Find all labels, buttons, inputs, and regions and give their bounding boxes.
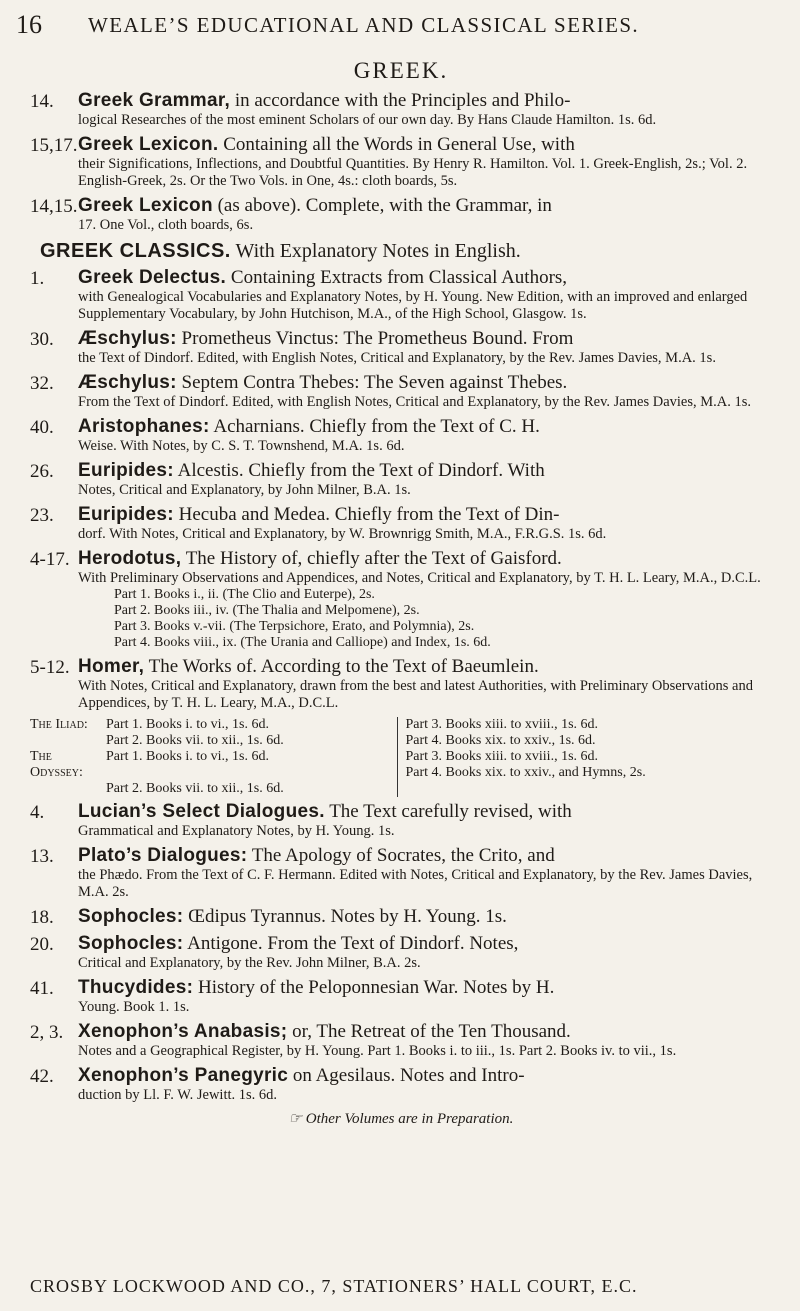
homer-row	[30, 733, 397, 749]
catalog-entry	[30, 933, 772, 972]
homer-row-label: The Odyssey:	[30, 749, 83, 780]
entry-part: Part 3. Books v.-vii. (The Terpsichore, Erato, and Polymnia), 2s.	[114, 619, 475, 634]
catalog-entry	[30, 845, 772, 901]
catalog-entry	[30, 328, 772, 367]
homer-row-label	[30, 733, 106, 749]
catalog-entry	[30, 460, 772, 499]
entry-part: Part 2. Books iii., iv. (The Thalia and Melpomene), 2s.	[114, 603, 420, 618]
entry-title-tail: in accordance with the Principles and Philo-	[230, 90, 571, 111]
classics-heading	[40, 240, 772, 263]
homer-row-label	[30, 781, 106, 797]
entry-title: Herodotus,	[78, 548, 182, 569]
homer-row: Part 3. Books xiii. to xviii., 1s. 6d.	[405, 749, 599, 764]
entry-title-tail: Prometheus Vinctus: The Prometheus Bound. From	[176, 328, 574, 349]
publisher-footer: CROSBY LOCKWOOD AND CO., 7, STATIONERS’ HALL COURT, E.C.	[30, 1276, 638, 1296]
entry-number: 4.	[30, 802, 45, 823]
entry-title: Euripides:	[78, 460, 174, 481]
homer-table-left	[30, 717, 397, 797]
entry-title-tail: The History of, chiefly after the Text of Gaisford.	[181, 548, 562, 569]
catalog-entry	[30, 977, 772, 1016]
running-title: WEALE’S EDUCATIONAL AND CLASSICAL SERIES.	[88, 13, 640, 37]
catalog-entry	[30, 801, 772, 840]
homer-row-label: The Iliad:	[30, 717, 88, 732]
page-number: 16	[16, 10, 42, 39]
catalog-entry	[30, 372, 772, 411]
entry-title: Lucian’s Select Dialogues.	[78, 801, 325, 822]
entry-title-tail: Containing all the Words in General Use, with	[218, 134, 575, 155]
entry-title: Greek Lexicon.	[78, 134, 219, 155]
entry-parts	[78, 587, 772, 651]
homer-table	[30, 717, 772, 797]
entry-number: 32.	[30, 373, 54, 394]
homer-row: Part 4. Books xix. to xxiv., 1s. 6d.	[405, 733, 596, 748]
entry-number: 5-12.	[30, 657, 70, 678]
entry-title-tail: Septem Contra Thebes: The Seven against Thebes.	[176, 372, 568, 393]
grammar-entries	[30, 90, 772, 234]
entry-description: logical Researches of the most eminent Scholars of our own day. By Hans Claude Hamilton. 1s. 6d.	[78, 112, 657, 128]
catalog-entry	[30, 267, 772, 323]
entry-description: dorf. With Notes, Critical and Explanatory, by W. Brownrigg Smith, M.A., F.R.G.S. 1s. 6d.	[78, 526, 607, 542]
entry-description: with Genealogical Vocabularies and Explanatory Notes, by H. Young. New Edition, with an improved and enlarged Supplementary Vocabulary, by John Hutchison, M.A., of the High School, Glasgow. 1s.	[78, 289, 748, 322]
entry-description: the Phædo. From the Text of C. F. Hermann. Edited with Notes, Critical and Explanatory, by the Rev. James Davies, M.A. 2s.	[78, 867, 753, 900]
entry-number: 4-17.	[30, 549, 70, 570]
entry-title-tail: on Agesilaus. Notes and Intro-	[288, 1065, 525, 1086]
classics-entries	[30, 267, 772, 712]
entry-title-tail: Alcestis. Chiefly from the Text of Dindorf. With	[173, 460, 545, 481]
entry-description: 17. One Vol., cloth boards, 6s.	[78, 217, 254, 233]
entry-number: 23.	[30, 505, 54, 526]
entry-title: Sophocles:	[78, 933, 184, 954]
entry-title-tail: Antigone. From the Text of Dindorf. Notes,	[183, 933, 519, 954]
entry-description: With Preliminary Observations and Appendices, and Notes, Critical and Explanatory, by T. H. L. Leary, M.A., D.C.L.	[78, 570, 761, 586]
catalog-entry	[30, 1021, 772, 1060]
entry-part: Part 4. Books viii., ix. (The Urania and Calliope) and Index, 1s. 6d.	[114, 635, 491, 650]
entry-number: 1.	[30, 268, 45, 289]
entry-part: Part 1. Books i., ii. (The Clio and Euterpe), 2s.	[114, 587, 375, 602]
entry-title: Greek Grammar,	[78, 90, 231, 111]
entry-description: the Text of Dindorf. Edited, with English Notes, Critical and Explanatory, by the Rev. James Davies, M.A. 1s.	[78, 350, 716, 366]
entry-title: Aristophanes:	[78, 416, 210, 437]
entry-number: 26.	[30, 461, 54, 482]
entry-title: Xenophon’s Anabasis;	[78, 1021, 288, 1042]
homer-row	[30, 717, 397, 733]
entry-description: Grammatical and Explanatory Notes, by H. Young. 1s.	[78, 823, 395, 839]
homer-row: Part 4. Books xix. to xxiv., and Hymns, 2s.	[405, 765, 646, 780]
entry-description: Critical and Explanatory, by the Rev. John Milner, B.A. 2s.	[78, 955, 421, 971]
footnote: ☞ Other Volumes are in Preparation.	[288, 1111, 514, 1127]
entry-description: their Significations, Inflections, and Doubtful Quantities. By Henry R. Hamilton. Vol. 1. Greek-English, 2s.; Vol. 2. English-Greek, 2s. Or the Two Vols. in One, 4s.: cloth boards, 5s.	[78, 156, 748, 189]
entry-title: Homer,	[78, 656, 145, 677]
entry-title: Xenophon’s Panegyric	[78, 1065, 289, 1086]
entry-title-tail: The Apology of Socrates, the Crito, and	[247, 845, 555, 866]
homer-row-text: Part 1. Books i. to vi., 1s. 6d.	[106, 717, 269, 732]
entry-title-tail: or, The Retreat of the Ten Thousand.	[287, 1021, 571, 1042]
entry-title: Æschylus:	[78, 328, 177, 349]
entry-description: Notes and a Geographical Register, by H. Young. Part 1. Books i. to iii., 1s. Part 2. Books iv. to vii., 1s.	[78, 1043, 677, 1059]
entry-title: Æschylus:	[78, 372, 177, 393]
homer-row-text: Part 1. Books i. to vi., 1s. 6d.	[106, 749, 269, 764]
catalog-entry	[30, 504, 772, 543]
entry-number: 13.	[30, 846, 54, 867]
section-title: GREEK.	[353, 58, 449, 83]
catalog-entry	[30, 134, 772, 190]
homer-table-right	[397, 717, 773, 797]
entry-title: Plato’s Dialogues:	[78, 845, 248, 866]
entry-title: Greek Lexicon	[78, 195, 213, 216]
entry-title: Sophocles:	[78, 906, 184, 927]
entry-description: duction by Ll. F. W. Jewitt. 1s. 6d.	[78, 1087, 278, 1103]
homer-row-text: Part 2. Books vii. to xii., 1s. 6d.	[106, 733, 284, 748]
homer-row-text: Part 2. Books vii. to xii., 1s. 6d.	[106, 781, 284, 796]
entry-number: 18.	[30, 907, 54, 928]
entry-title: Thucydides:	[78, 977, 194, 998]
entry-description: Notes, Critical and Explanatory, by John Milner, B.A. 1s.	[78, 482, 411, 498]
entry-title: Greek Delectus.	[78, 267, 227, 288]
entry-description: Young. Book 1. 1s.	[78, 999, 190, 1015]
homer-row	[30, 781, 397, 797]
entry-title-tail: Œdipus Tyrannus. Notes by H. Young. 1s.	[183, 906, 507, 927]
entry-title-tail: History of the Peloponnesian War. Notes by H.	[193, 977, 555, 998]
entry-description: With Notes, Critical and Explanatory, drawn from the best and latest Authorities, with Preliminary Observations and Appendices, by T. H. L. Leary, M.A., D.C.L.	[78, 678, 753, 711]
entry-description: From the Text of Dindorf. Edited, with English Notes, Critical and Explanatory, by the Rev. James Davies, M.A. 1s.	[78, 394, 751, 410]
entry-title: Euripides:	[78, 504, 174, 525]
classics-heading-tail: With Explanatory Notes in English.	[230, 240, 521, 262]
homer-row	[30, 749, 397, 781]
entry-number: 30.	[30, 329, 54, 350]
entry-title-tail: The Works of. According to the Text of Baeumlein.	[144, 656, 539, 677]
entry-title-tail: Acharnians. Chiefly from the Text of C. H.	[209, 416, 540, 437]
page-header	[10, 6, 790, 46]
catalog-entry	[30, 1065, 772, 1104]
entry-number: 2, 3.	[30, 1022, 64, 1043]
entry-number: 40.	[30, 417, 54, 438]
entry-title-tail: (as above). Complete, with the Grammar, in	[212, 195, 552, 216]
catalog-entry	[30, 656, 772, 712]
catalog-entry	[30, 906, 772, 928]
entry-number: 14,15.	[30, 196, 78, 217]
entry-number: 41.	[30, 978, 54, 999]
entry-description: Weise. With Notes, by C. S. T. Townshend, M.A. 1s. 6d.	[78, 438, 405, 454]
entry-title-tail: The Text carefully revised, with	[324, 801, 572, 822]
homer-row: Part 3. Books xiii. to xviii., 1s. 6d.	[405, 717, 599, 732]
entry-number: 14.	[30, 91, 54, 112]
entry-number: 20.	[30, 934, 54, 955]
page-content	[30, 58, 772, 1128]
catalog-entry	[30, 195, 772, 234]
entry-title-tail: Containing Extracts from Classical Authors,	[226, 267, 568, 288]
catalog-entry	[30, 548, 772, 651]
classics-entries-2	[30, 801, 772, 1104]
catalog-entry	[30, 90, 772, 129]
entry-number: 42.	[30, 1066, 54, 1087]
entry-title-tail: Hecuba and Medea. Chiefly from the Text of Din-	[173, 504, 560, 525]
classics-heading-title: GREEK CLASSICS.	[40, 240, 231, 262]
entry-number: 15,17.	[30, 135, 78, 156]
catalog-entry	[30, 416, 772, 455]
